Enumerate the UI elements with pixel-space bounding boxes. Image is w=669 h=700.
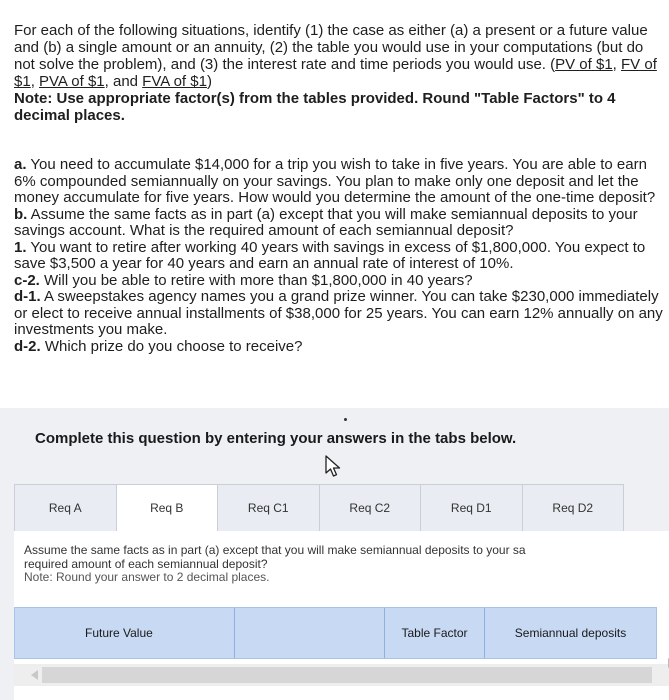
part-c2 xyxy=(14,273,664,290)
intro-separator: , xyxy=(30,73,40,90)
part-a xyxy=(14,157,664,207)
mouse-pointer-icon xyxy=(322,454,344,478)
pv-of-1-link[interactable]: PV of $1 xyxy=(555,56,613,73)
part-label: a. xyxy=(14,156,27,173)
tab-req-c2[interactable]: Req C2 xyxy=(319,484,421,532)
question-note: Note: Round your answer to 2 decimal places. xyxy=(24,570,270,584)
header-semiannual-deposits: Semiannual deposits xyxy=(485,608,656,658)
header-future-value: Future Value xyxy=(15,608,235,658)
part-text: You want to retire after working 40 years with savings in excess of $1,800,000. You expect to save $3,500 a year for 40 years and earn an annual rate of interest of 10%. xyxy=(14,238,646,272)
intro-separator: , and xyxy=(104,73,143,90)
part-label: 1. xyxy=(14,238,27,256)
horizontal-scrollbar[interactable] xyxy=(14,664,669,686)
part-b xyxy=(14,207,664,240)
question-line-1: Assume the same facts as in part (a) except that you will make semiannual deposits to your sa xyxy=(24,544,526,557)
panel-title: Complete this question by entering your answers in the tabs below. xyxy=(35,430,517,447)
part-d1 xyxy=(14,289,664,339)
tab-req-d2[interactable]: Req D2 xyxy=(522,484,625,532)
scroll-thumb[interactable] xyxy=(42,667,652,683)
fva-of-1-link[interactable]: FVA of $1 xyxy=(142,73,207,90)
part-label: d-2. xyxy=(14,337,41,355)
part-text: You need to accumulate $14,000 for a trip you wish to take in five years. You are able to earn 6% compounded semiannually on your savings. You plan to make only one deposit and let the money accumulate for five years. How would you determine the amount of the one-time deposit? xyxy=(14,156,656,206)
tab-req-b[interactable]: Req B xyxy=(116,484,218,532)
answer-table-header xyxy=(14,607,657,659)
tab-req-d1[interactable]: Req D1 xyxy=(420,484,522,532)
pva-of-1-link[interactable]: PVA of $1 xyxy=(39,73,105,90)
part-text: A sweepstakes agency names you a grand prize winner. You can take $230,000 immediately or elect to receive annual installments of $38,000 for 25 years. You can earn 12% annually on any investments you make. xyxy=(14,288,663,338)
req-b-question xyxy=(24,544,669,585)
tab-req-c1[interactable]: Req C1 xyxy=(217,484,319,532)
problem-intro xyxy=(14,22,664,124)
header-blank xyxy=(235,608,385,658)
problem-parts xyxy=(14,157,664,355)
header-table-factor: Table Factor xyxy=(385,608,485,658)
tab-req-a[interactable]: Req A xyxy=(14,484,116,532)
part-text: Which prize do you choose to receive? xyxy=(40,337,303,355)
scroll-left-arrow-icon[interactable] xyxy=(31,670,38,680)
intro-close-paren: ) xyxy=(206,73,212,90)
fv-of-1-link[interactable]: FV of $1 xyxy=(14,56,657,90)
part-label: b. xyxy=(14,205,28,223)
part-label: d-1. xyxy=(14,288,41,305)
intro-text: For each of the following situations, identify (1) the case as either (a) a present or a future value and (b) a single amount or an annuity, (2) the table you would use in your computations (but do not solve the problem), and (3) the interest rate and time periods you would use. ( xyxy=(14,22,648,73)
part-1 xyxy=(14,240,664,273)
intro-separator: , xyxy=(612,56,622,73)
part-text: Will you be able to retire with more than $1,800,000 in 40 years? xyxy=(39,271,473,289)
rounding-note: Note: Use appropriate factor(s) from the tables provided. Round "Table Factors" to 4 decimal places. xyxy=(14,90,616,124)
requirement-tabs xyxy=(14,484,624,532)
part-d2 xyxy=(14,339,664,356)
question-line-2: required amount of each semiannual deposit? xyxy=(24,556,268,571)
part-text: Assume the same facts as in part (a) except that you will make semiannual deposits to your savings account. What is the required amount of each semiannual deposit? xyxy=(14,205,638,239)
part-label: c-2. xyxy=(14,271,40,289)
divider-dot xyxy=(344,418,347,421)
